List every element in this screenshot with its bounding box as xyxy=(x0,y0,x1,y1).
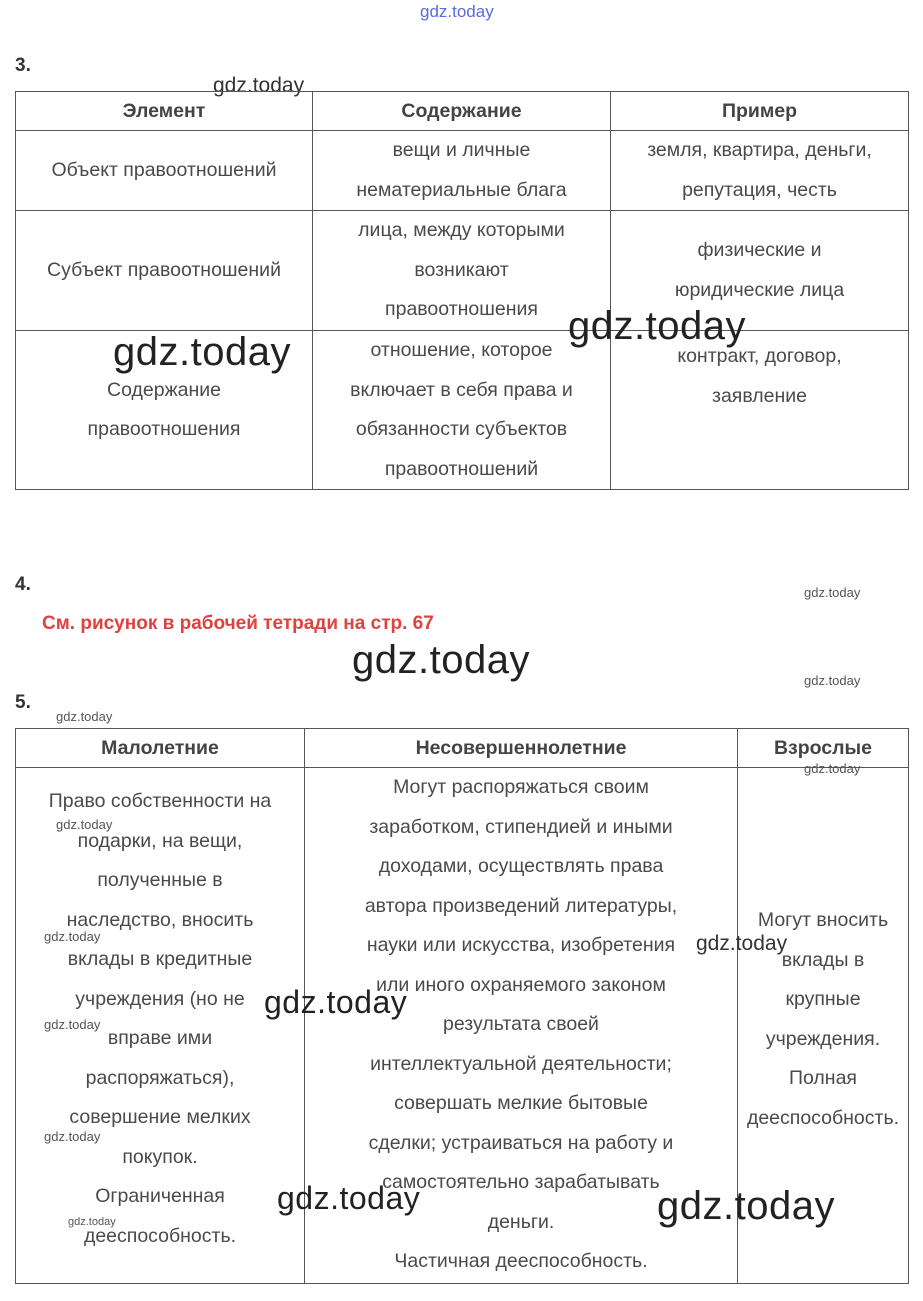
table-cell: контракт, договор, заявление xyxy=(611,331,909,490)
juveniles-cell: Могут распоряжаться своим заработком, стипендией и иными доходами, осуществлять права автора произведений литературы, науки или искусства, изобретения или иного охраняемого законом результата своей интеллектуальной деятельности; совершать мелкие бытовые сделки; устраиваться на работу и самостоятельно зарабатывать деньги. Частичная дееспособность. xyxy=(305,768,738,1284)
section-5-number: 5. xyxy=(15,692,31,713)
header-element: Элемент xyxy=(16,92,313,131)
table-cell: лица, между которыми возникают правоотношения xyxy=(313,211,611,331)
header-minors: Малолетние xyxy=(16,729,305,768)
section-3-number: 3. xyxy=(15,55,31,76)
watermark: gdz.today xyxy=(804,761,861,776)
watermark: gdz.today xyxy=(804,585,861,600)
watermark: gdz.today xyxy=(264,984,408,1020)
watermark: gdz.today xyxy=(657,1184,835,1228)
header-example: Пример xyxy=(611,92,909,131)
watermark: gdz.today xyxy=(56,817,113,832)
minors-cell: Право собственности на подарки, на вещи, полученные в наследство, вносить вклады в кредитные учреждения (но не вправе ими распоряжаться), совершение мелких покупок. Ограниченная дееспособность. xyxy=(16,768,305,1284)
watermark: gdz.today xyxy=(44,929,101,944)
watermark: gdz.today xyxy=(213,74,305,97)
watermark: gdz.today xyxy=(56,709,113,724)
watermark: gdz.today xyxy=(277,1180,421,1216)
table-legal-relations xyxy=(15,91,909,490)
header-content: Содержание xyxy=(313,92,611,131)
table-cell: Объект правоотношений xyxy=(16,131,313,211)
table-cell: Содержание правоотношения xyxy=(16,331,313,490)
watermark: gdz.today xyxy=(568,304,746,348)
section-4-number: 4. xyxy=(15,574,31,595)
header-juveniles: Несовершеннолетние xyxy=(305,729,738,768)
table-cell: земля, квартира, деньги, репутация, честь xyxy=(611,131,909,211)
workbook-note: См. рисунок в рабочей тетради на стр. 67 xyxy=(42,613,434,634)
watermark-top[interactable]: gdz.today xyxy=(420,2,494,21)
watermark: gdz.today xyxy=(804,673,861,688)
watermark: gdz.today xyxy=(68,1216,116,1228)
watermark: gdz.today xyxy=(352,638,530,682)
watermark: gdz.today xyxy=(44,1129,101,1144)
table-cell: Субъект правоотношений xyxy=(16,211,313,331)
watermark: gdz.today xyxy=(44,1017,101,1032)
table-cell: вещи и личные нематериальные блага xyxy=(313,131,611,211)
table-cell: отношение, которое включает в себя права и обязанности субъектов правоотношений xyxy=(313,331,611,490)
header-adults: Взрослые xyxy=(738,729,909,768)
adults-cell: Могут вносить вклады в крупные учреждения. Полная дееспособность. xyxy=(738,768,909,1284)
watermark: gdz.today xyxy=(696,932,788,955)
table-cell: физические и юридические лица xyxy=(611,211,909,331)
watermark: gdz.today xyxy=(113,330,291,374)
